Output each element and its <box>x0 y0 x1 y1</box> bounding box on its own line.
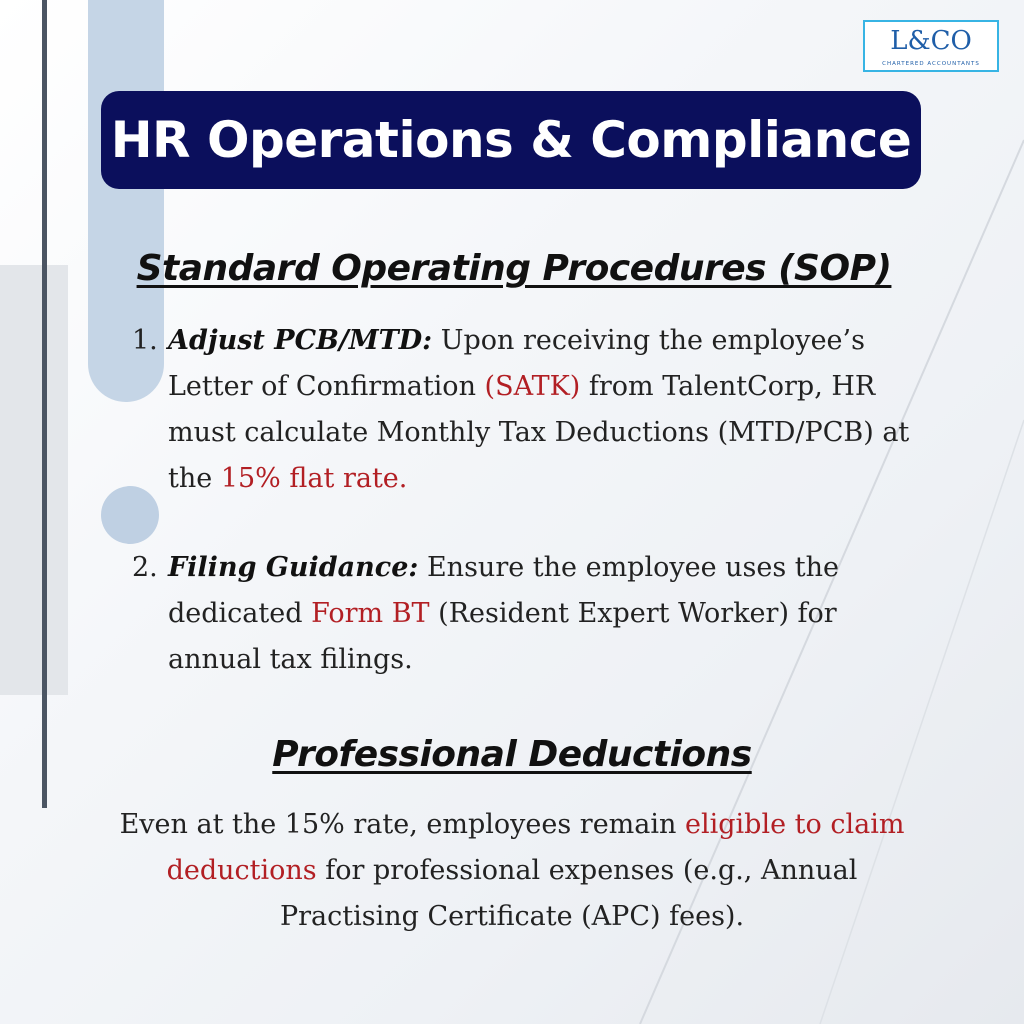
highlight-text: 15% flat rate. <box>220 463 408 494</box>
list-item-text: Ensure the employee uses the dedicated <box>168 552 840 629</box>
logo-text: L&CO <box>890 26 972 56</box>
paragraph-text: for professional expenses (e.g., Annual Practising Certificate (APC) fees). <box>279 855 858 932</box>
sop-heading: Standard Operating Procedures (SOP) <box>136 248 892 289</box>
highlight-text: Form BT <box>311 598 430 629</box>
list-item-number: 1. <box>132 325 158 356</box>
list-item-body <box>168 318 932 502</box>
paragraph-text: Even at the 15% rate, employees remain <box>119 809 685 840</box>
list-item-text: from TalentCorp, HR must calculate Monthly Tax Deductions (MTD/PCB) at the <box>168 371 910 494</box>
list-item-text: (Resident Expert Worker) for annual tax filings. <box>168 598 837 675</box>
sop-list-item <box>132 545 932 683</box>
highlight-text: eligible to claim deductions <box>166 809 905 886</box>
list-item-number: 2. <box>132 552 158 583</box>
title-banner <box>101 91 921 189</box>
list-item-lead: Filing Guidance: <box>168 552 419 583</box>
sop-list-item <box>132 318 932 502</box>
brand-logo <box>863 20 999 72</box>
logo-subtitle: CHARTERED ACCOUNTANTS <box>882 61 980 67</box>
page-title: HR Operations & Compliance <box>110 111 912 169</box>
highlight-text: (SATK) <box>484 371 581 402</box>
list-item-lead: Adjust PCB/MTD: <box>168 325 433 356</box>
list-item-body <box>168 545 932 683</box>
professional-deductions-heading: Professional Deductions <box>272 734 752 775</box>
list-item-text: Upon receiving the employee’s Letter of Confirmation <box>168 325 865 402</box>
professional-deductions-paragraph <box>110 802 914 940</box>
